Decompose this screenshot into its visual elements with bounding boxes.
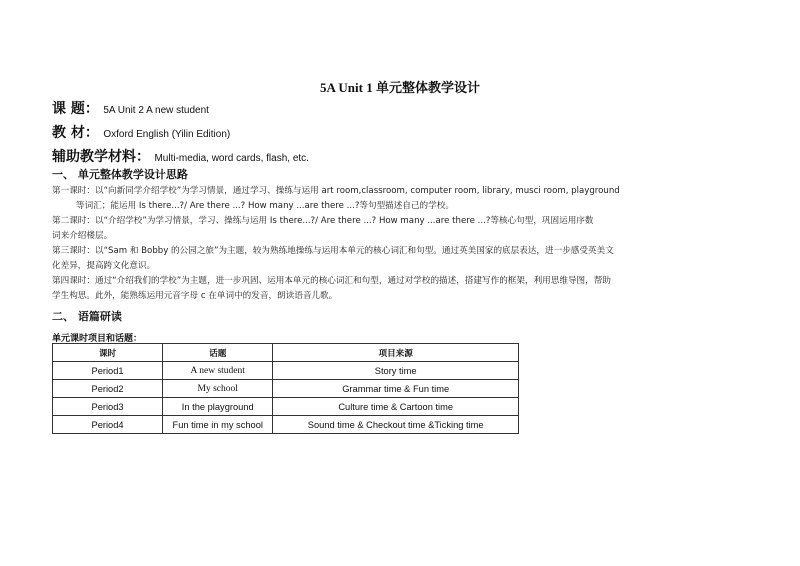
material-value: Oxford English (Yilin Edition) [103, 129, 231, 140]
cell-topic: My school [163, 380, 273, 398]
table-caption: 单元课时项目和话题： [52, 334, 143, 344]
paragraph-line: 化差异，提高跨文化意识。 [52, 261, 156, 271]
header-topic: 话题 [163, 344, 273, 362]
topic-label: 课 题： [52, 101, 99, 117]
cell-source: Story time [273, 362, 519, 380]
paragraph-line: 第一课时：以“向新同学介绍学校”为学习情景，通过学习、操练与运用 art room,classroom, computer room, library, musci room, playground [52, 186, 620, 196]
table-row [53, 416, 519, 434]
paragraph-line: 学生构思。此外，能熟练运用元音字母 c 在单词中的发音，朗读语音儿歌。 [52, 291, 338, 301]
section1-heading: 一、 单元整体教学设计思路 [52, 168, 188, 181]
period-table [52, 343, 519, 434]
aids-label: 辅助教学材料： [52, 149, 150, 165]
paragraph-line: 等词汇；能运用 Is there...?/ Are there ...? How many ...are there ...?等句型描述自己的学校。 [76, 201, 454, 211]
paragraph-line: 第四课时：通过“介绍我们的学校”为主题，进一步巩固、运用本单元的核心词汇和句型，通过对学校的描述，搭建写作的框架，利用思维导图，帮助 [52, 276, 611, 286]
topic-value: 5A Unit 2 A new student [103, 105, 209, 116]
table-row [53, 398, 519, 416]
paragraph-line: 第三课时：以“Sam 和 Bobby 的公园之旅”为主题，较为熟练地操练与运用本单元的核心词汇和句型。通过英美国家的底层表达，进一步感受英美文 [52, 246, 614, 256]
cell-source: Grammar time & Fun time [273, 380, 519, 398]
material-label: 教 材： [52, 125, 99, 141]
cell-source: Culture time & Cartoon time [273, 398, 519, 416]
material-row [52, 122, 230, 142]
header-period: 课时 [53, 344, 163, 362]
table-row [53, 380, 519, 398]
header-source: 项目来源 [273, 344, 519, 362]
cell-topic: A new student [163, 362, 273, 380]
cell-topic: Fun time in my school [163, 416, 273, 434]
section2-heading: 二、 语篇研读 [52, 310, 122, 323]
cell-source: Sound time & Checkout time &Ticking time [273, 416, 519, 434]
paragraph-line: 词来介绍楼层。 [52, 231, 113, 241]
paragraph-line: 第二课时：以“介绍学校”为学习情景，学习、操练与运用 Is there...?/ Are there ...? How many ...are there ...?等核心句型，巩固运用序数 [52, 216, 594, 226]
cell-period: Period2 [53, 380, 163, 398]
cell-period: Period4 [53, 416, 163, 434]
cell-topic: In the playground [163, 398, 273, 416]
document-title: 5A Unit 1 单元整体教学设计 [320, 80, 480, 95]
table-header-row [53, 344, 519, 362]
cell-period: Period1 [53, 362, 163, 380]
section1-paragraphs [52, 184, 722, 304]
table-row [53, 362, 519, 380]
topic-row [52, 98, 209, 118]
aids-row [52, 146, 309, 166]
aids-value: Multi-media, word cards, flash, etc. [154, 153, 309, 164]
cell-period: Period3 [53, 398, 163, 416]
